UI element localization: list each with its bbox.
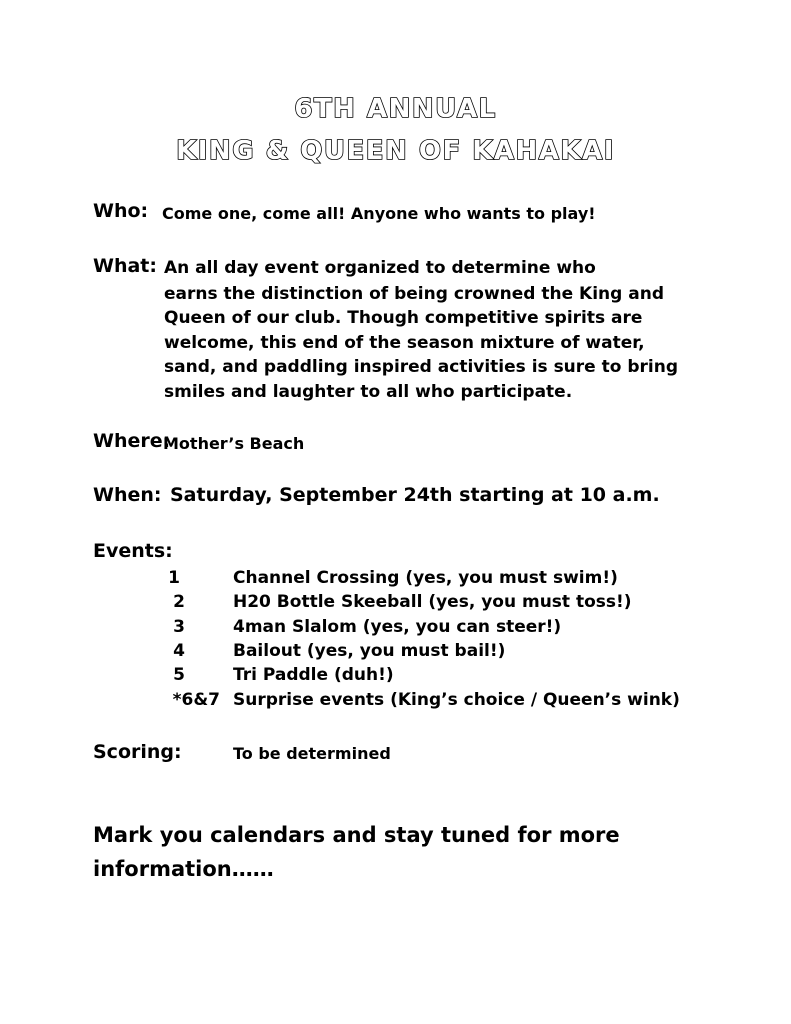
event-name: Tri Paddle (duh!)	[233, 665, 394, 685]
title-line-1: 6TH ANNUAL	[294, 94, 497, 124]
who-label: Who:	[93, 200, 149, 222]
when-label: When:	[93, 484, 162, 506]
event-number: 1	[168, 568, 180, 588]
what-label: What:	[93, 255, 157, 277]
what-line: smiles and laughter to all who participate.	[164, 381, 573, 402]
event-name: Channel Crossing (yes, you must swim!)	[233, 568, 618, 588]
event-number: 4	[173, 641, 185, 661]
closing-line-1: Mark you calendars and stay tuned for more	[93, 823, 620, 847]
event-name: Surprise events (King’s choice / Queen’s wink)	[233, 690, 680, 710]
where-text: Mother’s Beach	[163, 434, 305, 453]
event-name: Bailout (yes, you must bail!)	[233, 641, 506, 661]
event-number: 5	[173, 665, 185, 685]
who-text: Come one, come all! Anyone who wants to play!	[162, 204, 596, 223]
scoring-label: Scoring:	[93, 741, 182, 763]
where-label: Where:	[93, 430, 171, 452]
events-label: Events:	[93, 540, 173, 562]
event-name: 4man Slalom (yes, you can steer!)	[233, 617, 562, 637]
what-text-body	[164, 282, 678, 404]
when-text: Saturday, September 24th starting at 10 a.m.	[170, 484, 660, 506]
event-number: 2	[173, 592, 185, 612]
what-line: welcome, this end of the season mixture of water,	[164, 332, 645, 353]
closing-line-2: information……	[93, 857, 274, 881]
event-number: 3	[173, 617, 185, 637]
scoring-text: To be determined	[233, 744, 391, 763]
what-line: earns the distinction of being crowned the King and	[164, 284, 664, 304]
closing-message	[93, 818, 620, 886]
what-line: sand, and paddling inspired activities is sure to bring	[164, 357, 678, 378]
title-line-2: KING & QUEEN OF KAHAKAI	[176, 136, 615, 166]
what-line: Queen of our club. Though competitive spirits are	[164, 308, 643, 329]
event-name: H20 Bottle Skeeball (yes, you must toss!)	[233, 592, 632, 612]
what-text-first-line: An all day event organized to determine who	[164, 258, 596, 278]
event-number: *6&7	[172, 690, 220, 710]
